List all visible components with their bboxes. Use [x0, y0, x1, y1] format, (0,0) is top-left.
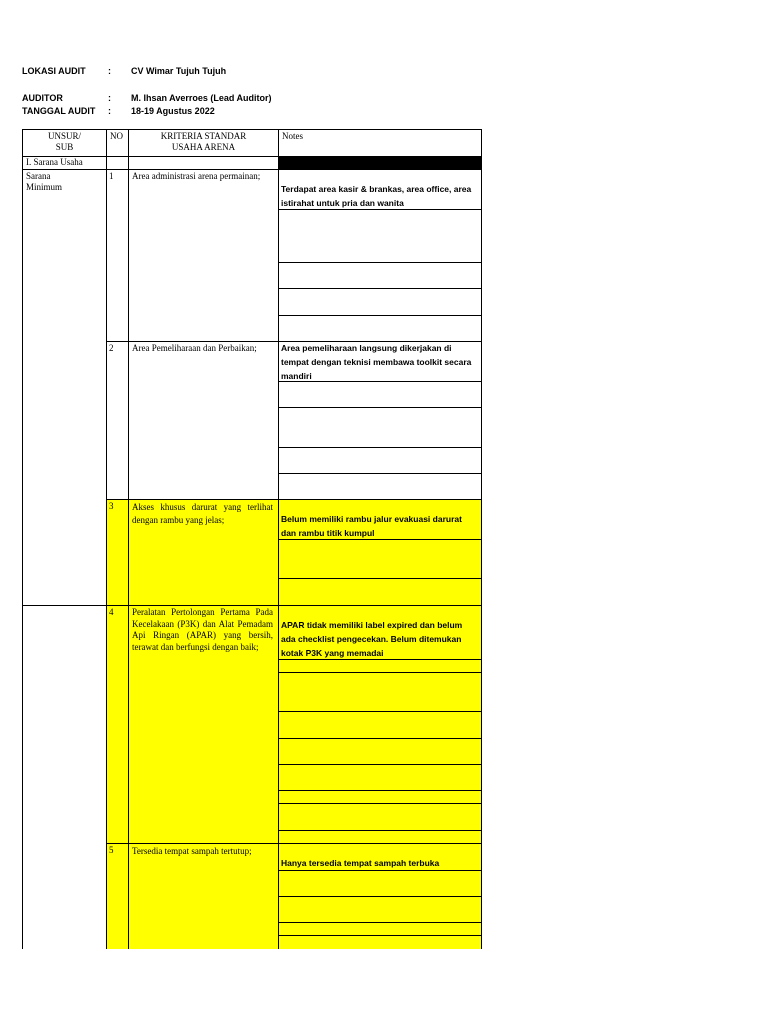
table-top-border: [22, 129, 482, 130]
row-kriteria: Akses khusus darurat yang terlihat dengan rambu yang jelas;: [132, 502, 273, 525]
notes-line: [278, 896, 482, 897]
notes-line: [278, 790, 482, 791]
notes-line: [278, 803, 482, 804]
row-no: 5: [109, 845, 114, 855]
notes-line: [278, 711, 482, 712]
row-4-5-kriteria-highlight: [129, 606, 278, 949]
auditor-value: M. Ihsan Averroes (Lead Auditor): [131, 93, 272, 103]
row-5-top-border: [106, 843, 482, 844]
row-note: Area pemeliharaan langsung dikerjakan di tempat dengan teknisi membawa toolkit secara mandiri: [281, 343, 472, 381]
notes-line: [278, 764, 482, 765]
row-kriteria: Tersedia tempat sampah tertutup;: [132, 846, 252, 856]
column-divider-kriteria: [128, 129, 129, 949]
row-kriteria: Area Pemeliharaan dan Perbaikan;: [132, 343, 257, 353]
audit-table: [22, 129, 482, 949]
row-note: Terdapat area kasir & brankas, area office, area istirahat untuk pria dan wanita: [281, 184, 472, 208]
notes-line: [278, 738, 482, 739]
notes-line: [278, 473, 482, 474]
header-row-bottom: [22, 156, 482, 157]
row-note: Hanya tersedia tempat sampah terbuka: [281, 858, 440, 868]
row-note: Belum memiliki rambu jalur evakuasi darurat dan rambu titik kumpul: [281, 514, 462, 538]
column-header-notes: Notes: [282, 131, 303, 141]
row-no: 3: [109, 501, 114, 511]
notes-line: [278, 447, 482, 448]
tanggal-audit-label: TANGGAL AUDIT: [22, 106, 96, 116]
lokasi-audit-colon: :: [108, 66, 111, 76]
notes-line: [278, 407, 482, 408]
section-row-bottom: [22, 169, 482, 170]
auditor-colon: :: [108, 93, 111, 103]
column-divider-no: [106, 129, 107, 949]
column-header-no: NO: [110, 131, 123, 141]
notes-line: [278, 870, 482, 871]
notes-line: [278, 578, 482, 579]
row-no: 2: [109, 343, 114, 353]
table-left-border: [22, 129, 23, 949]
tanggal-audit-value: 18-19 Agustus 2022: [131, 106, 215, 116]
notes-line: [278, 830, 482, 831]
column-header-unsur: UNSUR/ SUB: [47, 131, 81, 152]
section-header-bar: [279, 156, 481, 169]
lokasi-audit-label: LOKASI AUDIT: [22, 66, 86, 76]
notes-line: [278, 315, 482, 316]
row-no: 4: [109, 607, 114, 617]
row-note: APAR tidak memiliki label expired dan belum ada checklist pengecekan. Belum ditemukan kotak P3K yang memadai: [281, 620, 463, 658]
unsur-sub-label: Sarana Minimum: [26, 171, 63, 192]
notes-line: [278, 935, 482, 936]
lokasi-audit-value: CV Wimar Tujuh Tujuh: [131, 66, 227, 76]
row-kriteria: Peralatan Pertolongan Pertama Pada Kecelakaan (P3K) dan Alat Pemadam Api Ringan (APAR) yang bersih, terawat dan berfungsi dengan baik;: [132, 607, 273, 652]
row-3-top-border: [106, 499, 482, 500]
row-kriteria: Area administrasi arena permainan;: [132, 171, 261, 181]
column-header-kriteria: KRITERIA STANDAR USAHA ARENA: [160, 131, 247, 152]
auditor-label: AUDITOR: [22, 93, 63, 103]
notes-line: [278, 922, 482, 923]
notes-line: [278, 672, 482, 673]
notes-line: [278, 288, 482, 289]
row-4-5-no-highlight: [107, 606, 128, 949]
section-title: I. Sarana Usaha: [26, 157, 83, 167]
row-4-top-border: [22, 605, 482, 606]
row-3-no-highlight: [107, 500, 128, 605]
row-no: 1: [109, 171, 114, 181]
notes-line: [278, 262, 482, 263]
tanggal-audit-colon: :: [108, 106, 111, 116]
